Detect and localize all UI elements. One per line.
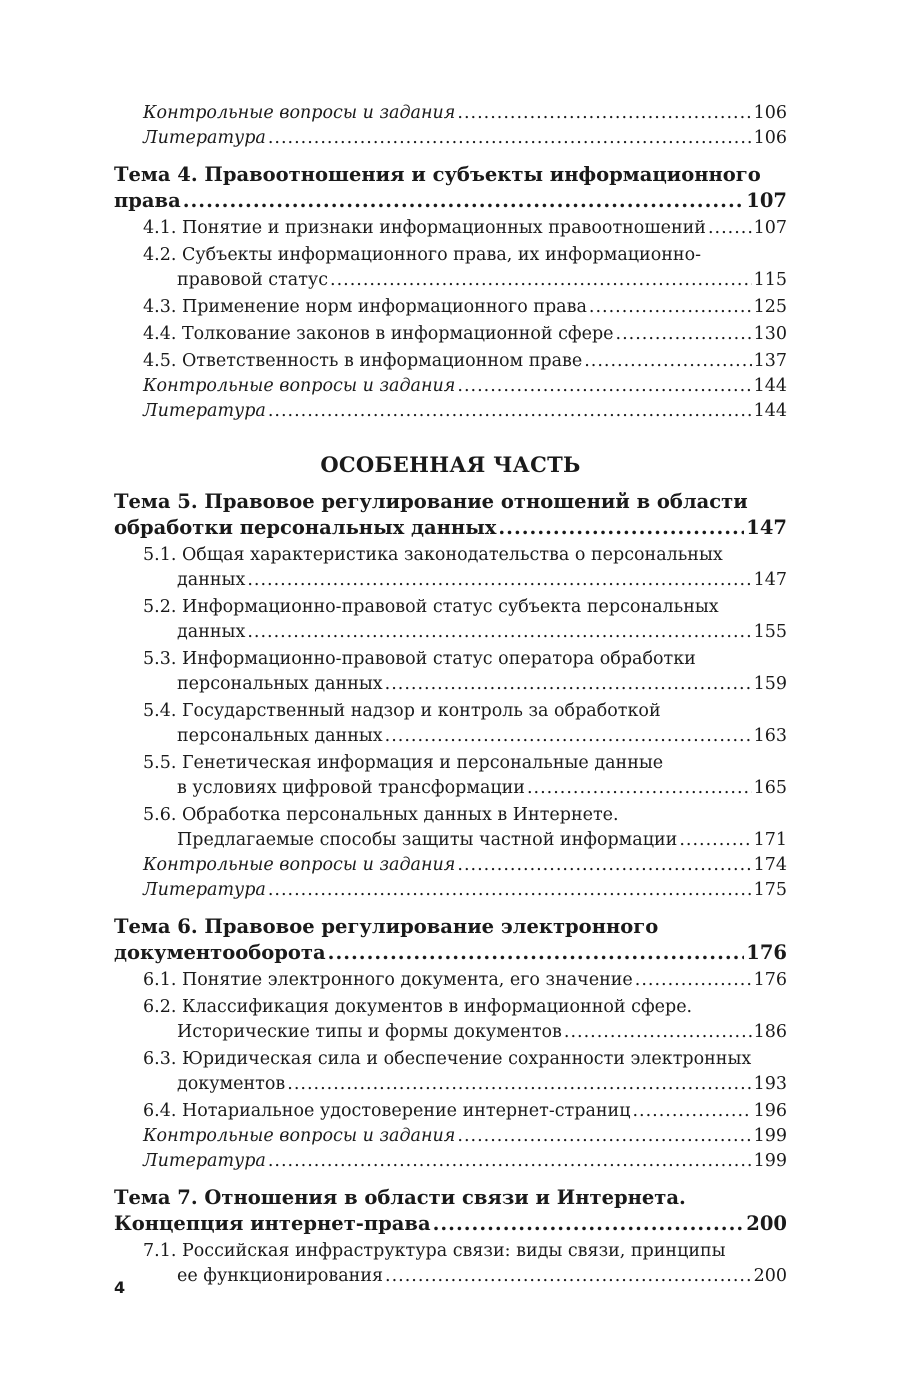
- toc-entry-6-4[interactable]: 6.4. Нотариальное удостоверение интернет-страниц ..... 196: [114, 1099, 787, 1124]
- toc-entry-4-1[interactable]: 4.1. Понятие и признаки информационных правоотношений ..... 107: [114, 216, 787, 241]
- toc-topic-7[interactable]: Тема 7. Отношения в области связи и Интернета. Концепция интернет-права ..... 200: [114, 1185, 787, 1237]
- toc-entry-6-literature[interactable]: Литература ..... 199: [114, 1149, 787, 1174]
- toc-entry-6-1[interactable]: 6.1. Понятие электронного документа, его значение ..... 176: [114, 968, 787, 993]
- toc-entry-literature[interactable]: Литература ..... 106: [114, 126, 787, 151]
- toc-entry-5-4[interactable]: 5.4. Государственный надзор и контроль за обработкой персональных данных ..... 163: [114, 699, 787, 749]
- toc-entry-5-1[interactable]: 5.1. Общая характеристика законодательства о персональных данных ..... 147: [114, 543, 787, 593]
- toc-topic-4[interactable]: Тема 4. Правоотношения и субъекты информационного права ..... 107: [114, 162, 787, 214]
- toc-entry-4-4[interactable]: 4.4. Толкование законов в информационной сфере ..... 130: [114, 322, 787, 347]
- toc-entry-6-control-questions[interactable]: Контрольные вопросы и задания ..... 199: [114, 1124, 787, 1149]
- toc-entry-5-5[interactable]: 5.5. Генетическая информация и персональные данные в условиях цифровой трансформации ..... 165: [114, 751, 787, 801]
- toc-entry-6-3[interactable]: 6.3. Юридическая сила и обеспечение сохранности электронных документов ..... 193: [114, 1047, 787, 1097]
- toc-entry-5-6[interactable]: 5.6. Обработка персональных данных в Интернете. Предлагаемые способы защиты частной информации ..... 171: [114, 803, 787, 853]
- toc-topic-5[interactable]: Тема 5. Правовое регулирование отношений в области обработки персональных данных ..... 147: [114, 489, 787, 541]
- toc-topic-6[interactable]: Тема 6. Правовое регулирование электронного документооборота ..... 176: [114, 914, 787, 966]
- toc-entry-5-literature[interactable]: Литература ..... 175: [114, 878, 787, 903]
- toc-entry-5-3[interactable]: 5.3. Информационно-правовой статус оператора обработки персональных данных ..... 159: [114, 647, 787, 697]
- table-of-contents: [114, 101, 787, 1289]
- toc-entry-4-3[interactable]: 4.3. Применение норм информационного права ..... 125: [114, 295, 787, 320]
- toc-entry-4-5[interactable]: 4.5. Ответственность в информационном праве ..... 137: [114, 349, 787, 374]
- toc-entry-4-control-questions[interactable]: Контрольные вопросы и задания ..... 144: [114, 374, 787, 399]
- toc-entry-6-2[interactable]: 6.2. Классификация документов в информационной сфере. Исторические типы и формы документов ..... 186: [114, 995, 787, 1045]
- toc-entry-7-1[interactable]: 7.1. Российская инфраструктура связи: виды связи, принципы ее функционирования ..... 200: [114, 1239, 787, 1289]
- toc-entry-4-literature[interactable]: Литература ..... 144: [114, 399, 787, 424]
- page-number: 4: [114, 1278, 126, 1297]
- toc-entry-5-2[interactable]: 5.2. Информационно-правовой статус субъекта персональных данных ..... 155: [114, 595, 787, 645]
- toc-entry-control-questions[interactable]: Контрольные вопросы и задания ..... 106: [114, 101, 787, 126]
- toc-entry-4-2[interactable]: 4.2. Субъекты информационного права, их информационно- правовой статус ..... 115: [114, 243, 787, 293]
- part-title: ОСОБЕННАЯ ЧАСТЬ: [320, 452, 581, 477]
- toc-entry-5-control-questions[interactable]: Контрольные вопросы и задания ..... 174: [114, 853, 787, 878]
